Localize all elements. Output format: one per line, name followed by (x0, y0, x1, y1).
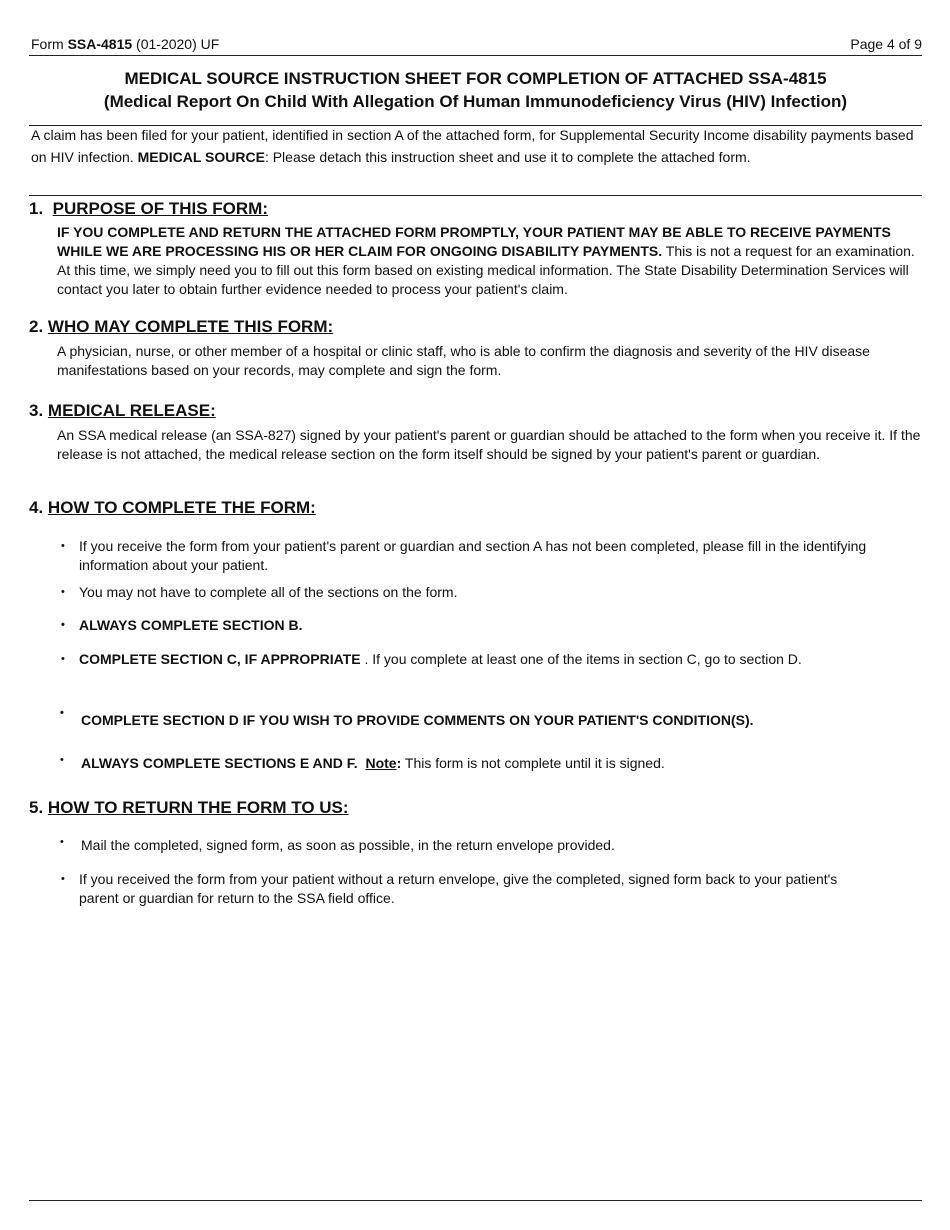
bullet-icon: • (60, 754, 64, 766)
list-item: • You may not have to complete all of the sections on the form. (61, 584, 458, 600)
list-item: • If you receive the form from your patient's parent or guardian and section A has not been completed, please fill in the identifying information about your patient. (61, 538, 867, 573)
bullet-icon: • (61, 619, 65, 631)
bullet-icon: • (61, 653, 65, 665)
section-5-heading: 5. HOW TO RETURN THE FORM TO US: (29, 798, 349, 817)
header-rule (29, 55, 922, 56)
section-1-heading: 1. PURPOSE OF THIS FORM: (29, 199, 268, 218)
list-item: • If you received the form from your patient without a return envelope, give the completed, signed form back to your patient's parent or guardian for return to the SSA field office. (61, 871, 838, 906)
bullet-icon: • (61, 540, 65, 552)
section-2-heading: 2. WHO MAY COMPLETE THIS FORM: (29, 317, 334, 336)
footer-rule (29, 1200, 922, 1201)
section-1-body: IF YOU COMPLETE AND RETURN THE ATTACHED FORM PROMPTLY, YOUR PATIENT MAY BE ABLE TO RECEIVE PAYMENTS WHILE WE ARE PROCESSING HIS OR HER CLAIM FOR ONGOING DISABILITY PAYMENTS. This is not a request for an examination. At this time, we simply need you to fill out this form based on existing medical information. The State Disability Determination Services will contact you later to obtain further evidence needed to process your patient's claim. (57, 224, 915, 297)
bullet-icon: • (61, 873, 65, 885)
list-item: • COMPLETE SECTION C, IF APPROPRIATE . If you complete at least one of the items in section C, go to section D. (61, 651, 802, 667)
bullet-icon: • (61, 586, 65, 598)
list-item: • COMPLETE SECTION D IF YOU WISH TO PROVIDE COMMENTS ON YOUR PATIENT'S CONDITION(S). (81, 711, 921, 730)
title-line-1: MEDICAL SOURCE INSTRUCTION SHEET FOR COMPLETION OF ATTACHED SSA-4815 (124, 69, 827, 88)
title-line-2: (Medical Report On Child With Allegation Of Human Immunodeficiency Virus (HIV) Infection) (103, 92, 848, 111)
form-id: Form SSA-4815 (01-2020) UF (31, 36, 220, 52)
page-number: Page 4 of 9 (850, 36, 922, 52)
section-4-heading: 4. HOW TO COMPLETE THE FORM: (29, 498, 316, 517)
section-3-heading: 3. MEDICAL RELEASE: (29, 401, 216, 420)
list-item: • Mail the completed, signed form, as soon as possible, in the return envelope provided. (81, 836, 901, 855)
list-item: • ALWAYS COMPLETE SECTION B. (61, 617, 303, 633)
page-title (29, 67, 922, 113)
section-3-body: An SSA medical release (an SSA-827) signed by your patient's parent or guardian should be attached to the form when you receive it. If the release is not attached, the medical release section on the form itself should be signed by your patient's parent or guardian. (57, 427, 921, 462)
intro-paragraph: A claim has been filed for your patient, identified in section A of the attached form, for Supplemental Security Income disability payments based on HIV infection. MEDICAL SOURCE: Please detach this instruction sheet and use it to complete the attached form. (31, 127, 914, 165)
section-2-body: A physician, nurse, or other member of a hospital or clinic staff, who is able to confirm the diagnosis and severity of the HIV disease manifestations based on your records, may complete and sign the form. (57, 343, 870, 378)
bullet-icon: • (60, 836, 64, 848)
bullet-icon: • (60, 707, 64, 719)
intro-bottom-rule (29, 195, 922, 196)
list-item: • ALWAYS COMPLETE SECTIONS E AND F. Note: This form is not complete until it is signed. (81, 754, 901, 773)
